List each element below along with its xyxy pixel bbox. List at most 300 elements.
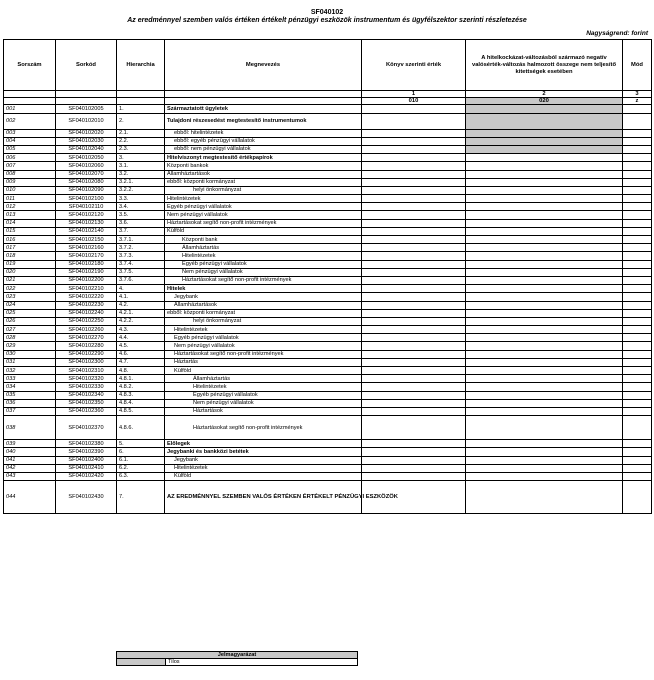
legend [116,651,358,666]
row-value-mod[interactable] [623,227,652,235]
row-serial: 031 [4,358,56,366]
row-serial: 028 [4,334,56,342]
table-row [4,358,652,366]
table-row [4,154,652,162]
row-value-mod[interactable] [623,326,652,334]
row-serial: 012 [4,203,56,211]
report-code: SF040102 [310,9,344,16]
row-serial: 015 [4,227,56,235]
row-serial: 029 [4,342,56,350]
row-name: Nem pénzügyi vállalatok [165,211,362,219]
row-name: Külföld [165,472,362,480]
row-value-credit-risk[interactable] [466,276,623,284]
row-value-mod[interactable] [623,252,652,260]
row-name: ebből: központi kormányzat [165,309,362,317]
row-value-mod[interactable] [623,236,652,244]
col-header-name: Megnevezés [165,40,362,91]
row-code: SF040102190 [56,268,117,276]
row-value-book[interactable] [362,293,466,301]
row-name: Háztartásokat segítő non-profit intézmények [165,350,362,358]
row-code: SF040102030 [56,137,117,145]
row-value-mod[interactable] [623,391,652,399]
row-hierarchy: 4.2.1. [117,309,165,317]
row-name: Hitelintézetek [165,326,362,334]
table-row [4,301,652,309]
row-value-credit-risk[interactable] [466,244,623,252]
row-value-credit-risk[interactable] [466,391,623,399]
row-value-mod[interactable] [623,129,652,137]
row-value-mod[interactable] [623,105,652,113]
row-hierarchy: 4.2. [117,301,165,309]
row-value-credit-risk[interactable] [466,195,623,203]
row-hierarchy: 2.2. [117,137,165,145]
row-value-book[interactable] [362,407,466,415]
row-value-book[interactable] [362,342,466,350]
row-hierarchy: 6.3. [117,472,165,480]
row-value-mod[interactable] [623,145,652,153]
row-value-credit-risk[interactable] [466,350,623,358]
row-value-credit-risk[interactable] [466,481,623,514]
row-value-mod[interactable] [623,268,652,276]
table-row [4,162,652,170]
row-hierarchy: 4.1. [117,293,165,301]
row-hierarchy: 3.4. [117,203,165,211]
row-code: SF040102040 [56,145,117,153]
row-value-book[interactable] [362,301,466,309]
row-hierarchy: 4.6. [117,350,165,358]
row-value-mod[interactable] [623,170,652,178]
table-row [4,391,652,399]
table-row [4,129,652,137]
row-value-credit-risk[interactable] [466,227,623,235]
row-hierarchy: 3.1. [117,162,165,170]
table-row [4,309,652,317]
row-value-mod[interactable] [623,358,652,366]
row-value-credit-risk[interactable] [466,342,623,350]
row-value-book[interactable] [362,326,466,334]
row-value-book[interactable] [362,391,466,399]
row-name: Külföld [165,367,362,375]
row-value-book[interactable] [362,137,466,145]
row-code: SF040102220 [56,293,117,301]
row-hierarchy: 2.3. [117,145,165,153]
row-serial: 011 [4,195,56,203]
table-row [4,367,652,375]
row-value-credit-risk [466,105,623,113]
row-value-credit-risk[interactable] [466,301,623,309]
row-code: SF040102420 [56,472,117,480]
table-row [4,252,652,260]
table-row [4,440,652,448]
table-row [4,481,652,514]
row-code: SF040102340 [56,391,117,399]
row-serial: 041 [4,456,56,464]
row-name: Jegybanki és bankközi betétek [165,448,362,456]
row-code: SF040102140 [56,227,117,235]
row-value-credit-risk[interactable] [466,154,623,162]
row-value-mod[interactable] [623,375,652,383]
row-code: SF040102060 [56,162,117,170]
row-value-credit-risk[interactable] [466,285,623,293]
row-value-mod[interactable] [623,481,652,514]
row-value-credit-risk[interactable] [466,309,623,317]
row-name: Háztartásokat segítő non-profit intézmények [165,416,362,440]
row-value-book[interactable] [362,472,466,480]
table-row [4,113,652,129]
row-value-book[interactable] [362,113,466,129]
row-value-book[interactable] [362,162,466,170]
row-serial: 018 [4,252,56,260]
row-code: SF040102430 [56,481,117,514]
row-value-mod[interactable] [623,399,652,407]
row-value-book[interactable] [362,236,466,244]
row-name: Államháztartás [165,244,362,252]
table-row [4,276,652,284]
row-value-mod[interactable] [623,407,652,415]
row-value-mod[interactable] [623,301,652,309]
row-value-book[interactable] [362,464,466,472]
table-row [4,407,652,415]
row-hierarchy: 4.4. [117,334,165,342]
row-serial: 010 [4,186,56,194]
row-value-mod[interactable] [623,113,652,129]
row-value-credit-risk[interactable] [466,326,623,334]
row-value-book[interactable] [362,203,466,211]
row-value-book[interactable] [362,268,466,276]
row-value-mod[interactable] [623,162,652,170]
col-code-1: 010 [362,98,466,105]
row-value-credit-risk[interactable] [466,178,623,186]
row-value-book[interactable] [362,170,466,178]
unit-label: Nagyságrend: forint [586,30,648,37]
row-serial: 002 [4,113,56,129]
row-value-credit-risk[interactable] [466,236,623,244]
table-row [4,317,652,325]
row-value-mod[interactable] [623,195,652,203]
row-serial: 021 [4,276,56,284]
row-code: SF040102110 [56,203,117,211]
row-hierarchy: 7. [117,481,165,514]
row-code: SF040102410 [56,464,117,472]
row-serial: 039 [4,440,56,448]
row-value-credit-risk[interactable] [466,219,623,227]
row-code: SF040102150 [56,236,117,244]
row-name: Külföld [165,227,362,235]
row-value-mod[interactable] [623,456,652,464]
row-serial: 037 [4,407,56,415]
row-name: Jegybank [165,293,362,301]
row-hierarchy: 3. [117,154,165,162]
row-hierarchy: 4.8.2. [117,383,165,391]
row-value-mod[interactable] [623,178,652,186]
row-value-mod[interactable] [623,448,652,456]
row-value-mod[interactable] [623,472,652,480]
row-value-mod[interactable] [623,211,652,219]
row-serial: 035 [4,391,56,399]
table-row [4,244,652,252]
row-value-credit-risk[interactable] [466,383,623,391]
row-value-book[interactable] [362,383,466,391]
row-name: Háztartások [165,407,362,415]
row-name: Hitelintézetek [165,383,362,391]
report-table [3,39,652,514]
row-value-credit-risk[interactable] [466,211,623,219]
row-name: Háztartásokat segítő non-profit intézmények [165,276,362,284]
row-code: SF040102380 [56,440,117,448]
row-value-credit-risk [466,129,623,137]
row-value-book[interactable] [362,456,466,464]
table-row [4,178,652,186]
row-code: SF040102010 [56,113,117,129]
row-hierarchy: 6. [117,448,165,456]
row-value-book[interactable] [362,448,466,456]
row-hierarchy: 6.1. [117,456,165,464]
row-value-credit-risk[interactable] [466,367,623,375]
row-value-credit-risk[interactable] [466,375,623,383]
row-value-credit-risk[interactable] [466,407,623,415]
row-value-credit-risk[interactable] [466,358,623,366]
row-name: AZ EREDMÉNNYEL SZEMBEN VALÓS ÉRTÉKEN ÉRTÉKELT PÉNZÜGYI ESZKÖZÖK [165,481,362,514]
row-name: Nem pénzügyi vállalatok [165,399,362,407]
row-value-credit-risk[interactable] [466,440,623,448]
row-hierarchy: 4.8.1. [117,375,165,383]
row-value-book[interactable] [362,154,466,162]
row-name: Államháztartások [165,301,362,309]
row-serial: 020 [4,268,56,276]
row-value-credit-risk[interactable] [466,334,623,342]
row-value-mod[interactable] [623,383,652,391]
row-hierarchy: 5. [117,440,165,448]
row-name: Hitelviszonyt megtestesítő értékpapírok [165,154,362,162]
row-value-book[interactable] [362,211,466,219]
row-name: Háztartásokat segítő non-profit intézmények [165,219,362,227]
row-value-mod[interactable] [623,367,652,375]
row-value-credit-risk[interactable] [466,448,623,456]
row-value-credit-risk[interactable] [466,260,623,268]
row-serial: 013 [4,211,56,219]
row-value-book[interactable] [362,260,466,268]
row-serial: 022 [4,285,56,293]
row-hierarchy: 3.2.1. [117,178,165,186]
row-code: SF040102020 [56,129,117,137]
row-code: SF040102370 [56,416,117,440]
row-code: SF040102230 [56,301,117,309]
row-code: SF040102240 [56,309,117,317]
row-serial: 026 [4,317,56,325]
row-code: SF040102050 [56,154,117,162]
row-serial: 001 [4,105,56,113]
row-value-mod[interactable] [623,293,652,301]
table-row [4,464,652,472]
row-name: Hitelek [165,285,362,293]
row-hierarchy: 4.3. [117,326,165,334]
row-value-mod[interactable] [623,276,652,284]
table-body [4,105,652,514]
row-value-credit-risk[interactable] [466,456,623,464]
row-value-book[interactable] [362,367,466,375]
col-header-mod: Mód [623,40,652,91]
table-row [4,227,652,235]
row-code: SF040102210 [56,285,117,293]
table-row [4,236,652,244]
table-row [4,137,652,145]
row-value-mod[interactable] [623,317,652,325]
row-serial: 038 [4,416,56,440]
row-value-mod[interactable] [623,342,652,350]
row-hierarchy: 4.2.2. [117,317,165,325]
row-value-book[interactable] [362,244,466,252]
row-hierarchy: 6.2. [117,464,165,472]
row-value-credit-risk[interactable] [466,170,623,178]
col-code-3: z [623,98,652,105]
row-value-mod[interactable] [623,244,652,252]
row-hierarchy: 2. [117,113,165,129]
row-hierarchy: 3.7.4. [117,260,165,268]
row-value-book[interactable] [362,178,466,186]
col-header-serial: Sorszám [4,40,56,91]
col-number-2: 2 [466,91,623,98]
row-value-book[interactable] [362,195,466,203]
row-hierarchy: 3.3. [117,195,165,203]
row-hierarchy: 3.7.6. [117,276,165,284]
row-value-book[interactable] [362,285,466,293]
table-row [4,195,652,203]
table-row [4,456,652,464]
row-code: SF040102360 [56,407,117,415]
row-code: SF040102005 [56,105,117,113]
row-hierarchy: 3.5. [117,211,165,219]
row-value-credit-risk[interactable] [466,472,623,480]
row-value-book[interactable] [362,276,466,284]
row-value-mod[interactable] [623,260,652,268]
row-name: Központi bankok [165,162,362,170]
row-value-book[interactable] [362,358,466,366]
row-serial: 017 [4,244,56,252]
row-name: Központi bank [165,236,362,244]
row-value-credit-risk[interactable] [466,399,623,407]
row-value-book[interactable] [362,129,466,137]
row-name: Egyéb pénzügyi vállalatok [165,334,362,342]
row-value-book[interactable] [362,145,466,153]
row-serial: 027 [4,326,56,334]
row-code: SF040102260 [56,326,117,334]
row-hierarchy: 3.7.2. [117,244,165,252]
row-name: Egyéb pénzügyi vállalatok [165,260,362,268]
table-row [4,416,652,440]
row-serial: 006 [4,154,56,162]
row-hierarchy: 3.2. [117,170,165,178]
row-value-credit-risk[interactable] [466,464,623,472]
row-hierarchy: 3.2.2. [117,186,165,194]
row-value-book[interactable] [362,317,466,325]
row-name: Háztartás [165,358,362,366]
row-value-mod[interactable] [623,203,652,211]
row-value-credit-risk[interactable] [466,293,623,301]
row-value-mod[interactable] [623,186,652,194]
table-row [4,285,652,293]
row-value-credit-risk[interactable] [466,203,623,211]
report-title: Az eredménnyel szemben valós értéken értékelt pénzügyi eszközök instrumentum és ügyfélszektor szerinti részletezése [127,17,527,24]
row-serial: 004 [4,137,56,145]
row-code: SF040102130 [56,219,117,227]
table-row [4,145,652,153]
row-name: helyi önkormányzat [165,186,362,194]
row-value-book[interactable] [362,186,466,194]
row-value-book[interactable] [362,334,466,342]
row-value-mod[interactable] [623,464,652,472]
row-value-mod[interactable] [623,154,652,162]
table-row [4,170,652,178]
row-value-book[interactable] [362,440,466,448]
row-value-credit-risk [466,113,623,129]
row-code: SF040102280 [56,342,117,350]
row-value-credit-risk[interactable] [466,162,623,170]
row-value-book[interactable] [362,416,466,440]
row-value-book[interactable] [362,375,466,383]
col-header-hierarchy: Hierarchia [117,40,165,91]
row-value-mod[interactable] [623,334,652,342]
row-value-mod[interactable] [623,416,652,440]
row-value-mod[interactable] [623,350,652,358]
row-serial: 003 [4,129,56,137]
row-hierarchy: 4.8.6. [117,416,165,440]
row-hierarchy: 4.8. [117,367,165,375]
row-value-book[interactable] [362,219,466,227]
row-name: Államháztartások [165,170,362,178]
row-hierarchy: 3.7. [117,227,165,235]
row-name: helyi önkormányzat [165,317,362,325]
row-value-mod[interactable] [623,440,652,448]
row-serial: 034 [4,383,56,391]
row-value-book[interactable] [362,252,466,260]
table-row [4,219,652,227]
row-serial: 033 [4,375,56,383]
row-value-mod[interactable] [623,219,652,227]
row-value-book[interactable] [362,350,466,358]
table-row [4,260,652,268]
row-hierarchy: 4.8.3. [117,391,165,399]
table-row [4,326,652,334]
table-row [4,211,652,219]
row-serial: 014 [4,219,56,227]
row-value-credit-risk[interactable] [466,416,623,440]
row-value-credit-risk[interactable] [466,252,623,260]
row-name: ebből: központi kormányzat [165,178,362,186]
row-value-credit-risk[interactable] [466,186,623,194]
row-code: SF040102080 [56,178,117,186]
row-value-book[interactable] [362,105,466,113]
row-code: SF040102350 [56,399,117,407]
table-row [4,342,652,350]
row-value-credit-risk[interactable] [466,268,623,276]
row-code: SF040102200 [56,276,117,284]
table-row [4,383,652,391]
row-value-mod[interactable] [623,137,652,145]
row-value-mod[interactable] [623,309,652,317]
table-row [4,105,652,113]
row-value-credit-risk[interactable] [466,317,623,325]
row-serial: 030 [4,350,56,358]
row-value-book[interactable] [362,309,466,317]
row-value-mod[interactable] [623,285,652,293]
row-code: SF040102120 [56,211,117,219]
row-name: ebből: hitelintézetek [165,129,362,137]
row-name: Jegybank [165,456,362,464]
row-code: SF040102270 [56,334,117,342]
row-code: SF040102100 [56,195,117,203]
row-value-book[interactable] [362,227,466,235]
row-value-book[interactable] [362,399,466,407]
